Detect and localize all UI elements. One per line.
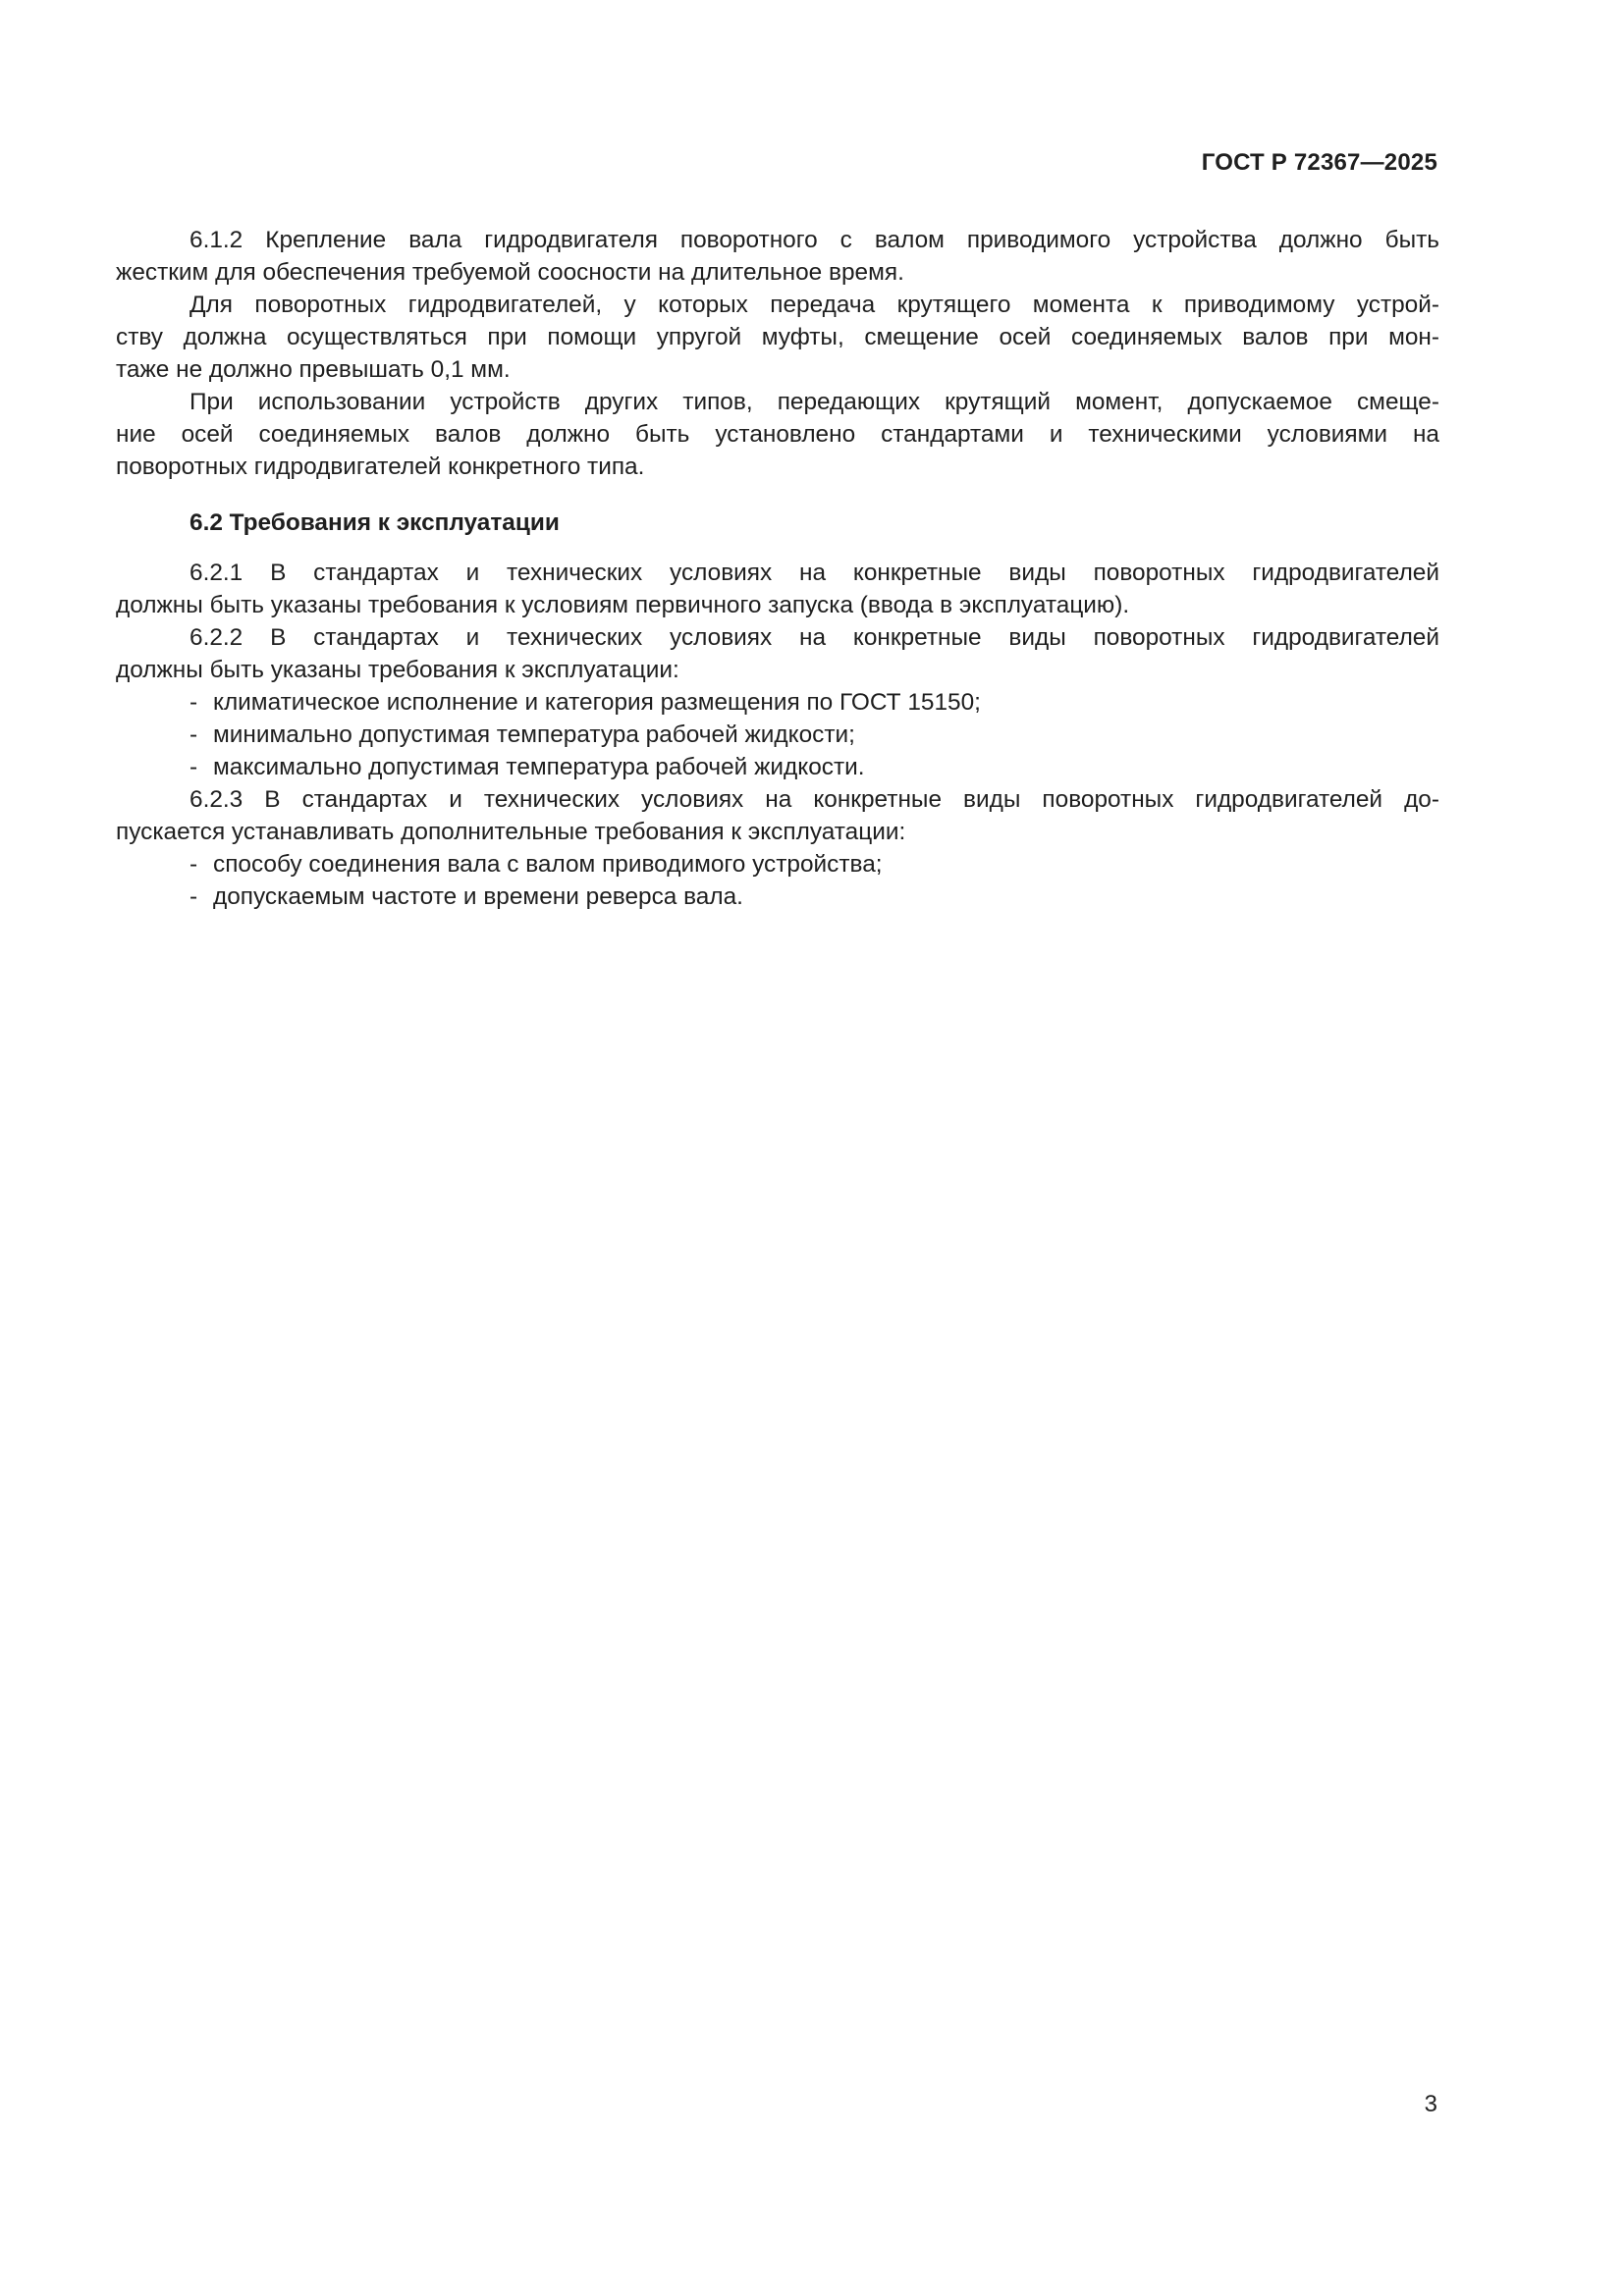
list-marker: -	[189, 721, 198, 748]
paragraph-6-1-2	[116, 224, 1439, 289]
list-item-text: способу соединения вала с валом приводимого устройства;	[213, 851, 883, 878]
list-item	[116, 719, 1439, 751]
list-item	[116, 881, 1439, 913]
paragraph-line: 6.2.3 В стандартах и технических условиях на конкретные виды поворотных гидродвигателей до-	[189, 786, 1439, 813]
paragraph-line: ние осей соединяемых валов должно быть установлено стандартами и техническими условиями на	[116, 421, 1439, 448]
paragraph-line: жестким для обеспечения требуемой соосности на длительное время.	[116, 259, 904, 286]
list-marker: -	[189, 883, 198, 910]
paragraph-other-devices	[116, 386, 1439, 483]
list-marker: -	[189, 851, 198, 878]
list-item	[116, 848, 1439, 881]
list-marker: -	[189, 689, 198, 716]
page-number: 3	[1424, 2091, 1437, 2117]
document-id-header: ГОСТ Р 72367—2025	[1201, 149, 1437, 176]
paragraph-line: должны быть указаны требования к эксплуатации:	[116, 657, 679, 683]
paragraph-line: При использовании устройств других типов, передающих крутящий момент, допускаемое смеще-	[189, 389, 1439, 415]
paragraph-line: таже не должно превышать 0,1 мм.	[116, 356, 511, 383]
paragraph-6-2-2	[116, 621, 1439, 686]
list-item-text: максимально допустимая температура рабочей жидкости.	[213, 754, 865, 780]
paragraph-line: Для поворотных гидродвигателей, у которых передача крутящего момента к приводимому устрой-	[189, 292, 1439, 318]
list-item-text: минимально допустимая температура рабочей жидкости;	[213, 721, 855, 748]
paragraph-6-2-3	[116, 783, 1439, 848]
paragraph-line: 6.2.1 В стандартах и технических условиях на конкретные виды поворотных гидродвигателей	[189, 560, 1439, 586]
paragraph-line: должны быть указаны требования к условиям первичного запуска (ввода в эксплуатацию).	[116, 592, 1130, 618]
list-item-text: климатическое исполнение и категория размещения по ГОСТ 15150;	[213, 689, 981, 716]
paragraph-line: 6.1.2 Крепление вала гидродвигателя поворотного с валом приводимого устройства должно быть	[189, 227, 1439, 253]
list-6-2-3	[116, 848, 1439, 913]
list-item-text: допускаемым частоте и времени реверса вала.	[213, 883, 743, 910]
paragraph-line: 6.2.2 В стандартах и технических условиях на конкретные виды поворотных гидродвигателей	[189, 624, 1439, 651]
list-item	[116, 686, 1439, 719]
document-body	[116, 224, 1439, 913]
paragraph-coupling-shift	[116, 289, 1439, 386]
section-title-6-2: 6.2 Требования к эксплуатации	[189, 509, 560, 536]
list-marker: -	[189, 754, 198, 780]
list-item	[116, 751, 1439, 783]
list-6-2-2	[116, 686, 1439, 783]
paragraph-line: поворотных гидродвигателей конкретного типа.	[116, 454, 645, 480]
paragraph-line: пускается устанавливать дополнительные требования к эксплуатации:	[116, 819, 906, 845]
paragraph-6-2-1	[116, 557, 1439, 621]
paragraph-line: ству должна осуществляться при помощи упругой муфты, смещение осей соединяемых валов при мон-	[116, 324, 1439, 350]
